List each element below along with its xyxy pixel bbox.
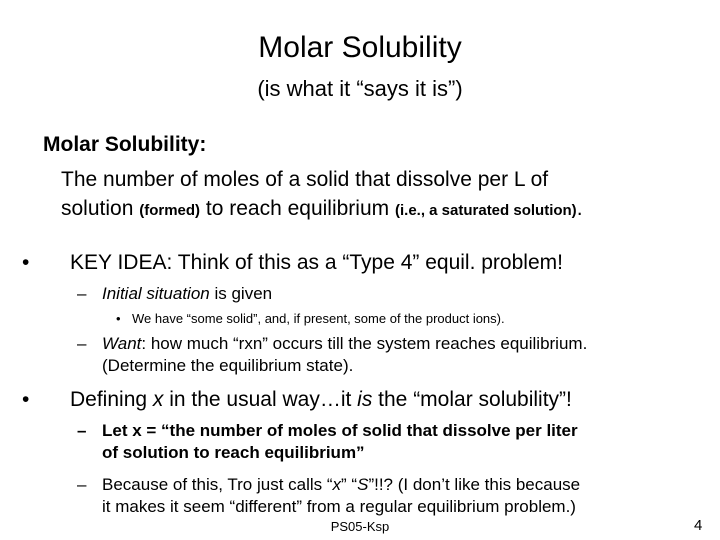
slide-title: Molar Solubility bbox=[258, 31, 462, 64]
want-text: Want: how much “rxn” occurs till the system reaches equilibrium. bbox=[102, 334, 588, 353]
let-x-text-line-2: of solution to reach equilibrium” bbox=[102, 443, 365, 462]
bullet-marker: • bbox=[22, 388, 30, 411]
defining-text: Defining x in the usual way…it is the “molar solubility”! bbox=[70, 388, 572, 411]
key-idea-text: KEY IDEA: Think of this as a “Type 4” equil. problem! bbox=[70, 251, 563, 274]
let-x-text: Let x = “the number of moles of solid that dissolve per liter bbox=[102, 421, 578, 440]
slide-subtitle: (is what it “says it is”) bbox=[257, 76, 463, 101]
definition-line-2: solution (formed) to reach equilibrium (i.e., a saturated solution). bbox=[61, 197, 583, 220]
dash-marker: – bbox=[77, 284, 87, 303]
definition-text bbox=[61, 165, 701, 225]
because-text-line-2: it makes it seem “different” from a regular equilibrium problem.) bbox=[102, 497, 576, 516]
definition-line-1: The number of moles of a solid that dissolve per L of bbox=[61, 168, 549, 191]
definition-heading: Molar Solubility: bbox=[43, 133, 207, 156]
dash-marker: – bbox=[77, 475, 87, 494]
dash-marker: – bbox=[77, 421, 87, 440]
initial-situation-text: Initial situation is given bbox=[102, 284, 273, 303]
dash-marker: – bbox=[77, 334, 87, 353]
sub-bullet-marker: • bbox=[116, 311, 121, 326]
some-solid-text: We have “some solid”, and, if present, some of the product ions). bbox=[132, 311, 505, 326]
footer-label: PS05-Ksp bbox=[330, 519, 390, 534]
definition-saturated-note: (i.e., a saturated solution) bbox=[394, 202, 577, 219]
want-text-line-2: (Determine the equilibrium state). bbox=[102, 356, 354, 375]
definition-formed: (formed) bbox=[139, 202, 201, 219]
page-number: 4 bbox=[694, 517, 703, 534]
bullet-marker: • bbox=[22, 251, 30, 274]
because-text: Because of this, Tro just calls “x” “S”!!? (I don’t like this because bbox=[102, 475, 581, 494]
